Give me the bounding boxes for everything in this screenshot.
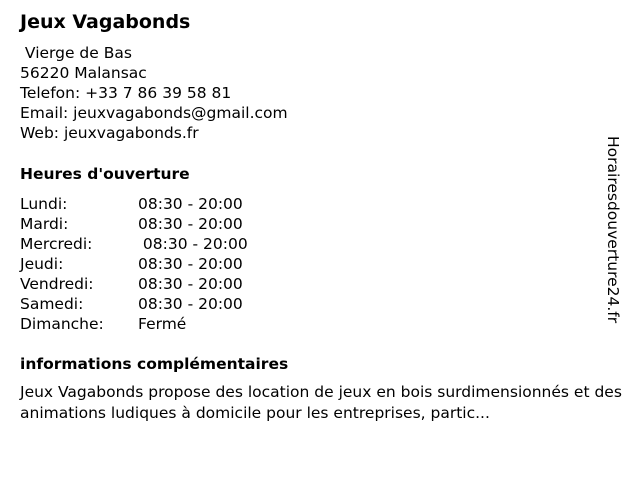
watermark-text: Horairesdouverture24.fr xyxy=(604,136,622,324)
hours-row-samedi xyxy=(20,294,248,314)
address-street: Vierge de Bas xyxy=(20,44,132,62)
business-name: Jeux Vagabonds xyxy=(20,11,191,33)
info-heading: informations complémentaires xyxy=(20,355,289,373)
hours-time: 08:30 - 20:00 xyxy=(138,215,243,233)
hours-day: Mardi: xyxy=(20,215,69,233)
hours-row-mardi xyxy=(20,214,248,234)
hours-time: 08:30 - 20:00 xyxy=(138,195,243,213)
hours-row-jeudi xyxy=(20,254,248,274)
hours-table xyxy=(20,194,248,334)
hours-day: Samedi: xyxy=(20,295,84,313)
hours-day: Lundi: xyxy=(20,195,68,213)
hours-row-vendredi xyxy=(20,274,248,294)
hours-day: Vendredi: xyxy=(20,275,94,293)
hours-time: Fermé xyxy=(138,315,187,333)
hours-time: 08:30 - 20:00 xyxy=(138,295,243,313)
hours-day: Mercredi: xyxy=(20,235,93,253)
hours-time: 08:30 - 20:00 xyxy=(138,255,243,273)
hours-day: Dimanche: xyxy=(20,315,104,333)
business-description: Jeux Vagabonds propose des location de jeux en bois surdimensionnés et des animations ludiques à domicile pour les entreprises, partic... xyxy=(20,383,622,422)
hours-time: 08:30 - 20:00 xyxy=(138,235,248,253)
web-line: Web: jeuxvagabonds.fr xyxy=(20,124,199,142)
hours-row-mercredi xyxy=(20,234,248,254)
email-line: Email: jeuxvagabonds@gmail.com xyxy=(20,104,288,122)
hours-time: 08:30 - 20:00 xyxy=(138,275,243,293)
hours-heading: Heures d'ouverture xyxy=(20,165,190,183)
hours-row-lundi xyxy=(20,194,248,214)
hours-row-dimanche xyxy=(20,314,248,334)
contact-block xyxy=(20,43,288,143)
phone-line: Telefon: +33 7 86 39 58 81 xyxy=(20,84,232,102)
address-city: 56220 Malansac xyxy=(20,64,147,82)
hours-day: Jeudi: xyxy=(20,255,64,273)
